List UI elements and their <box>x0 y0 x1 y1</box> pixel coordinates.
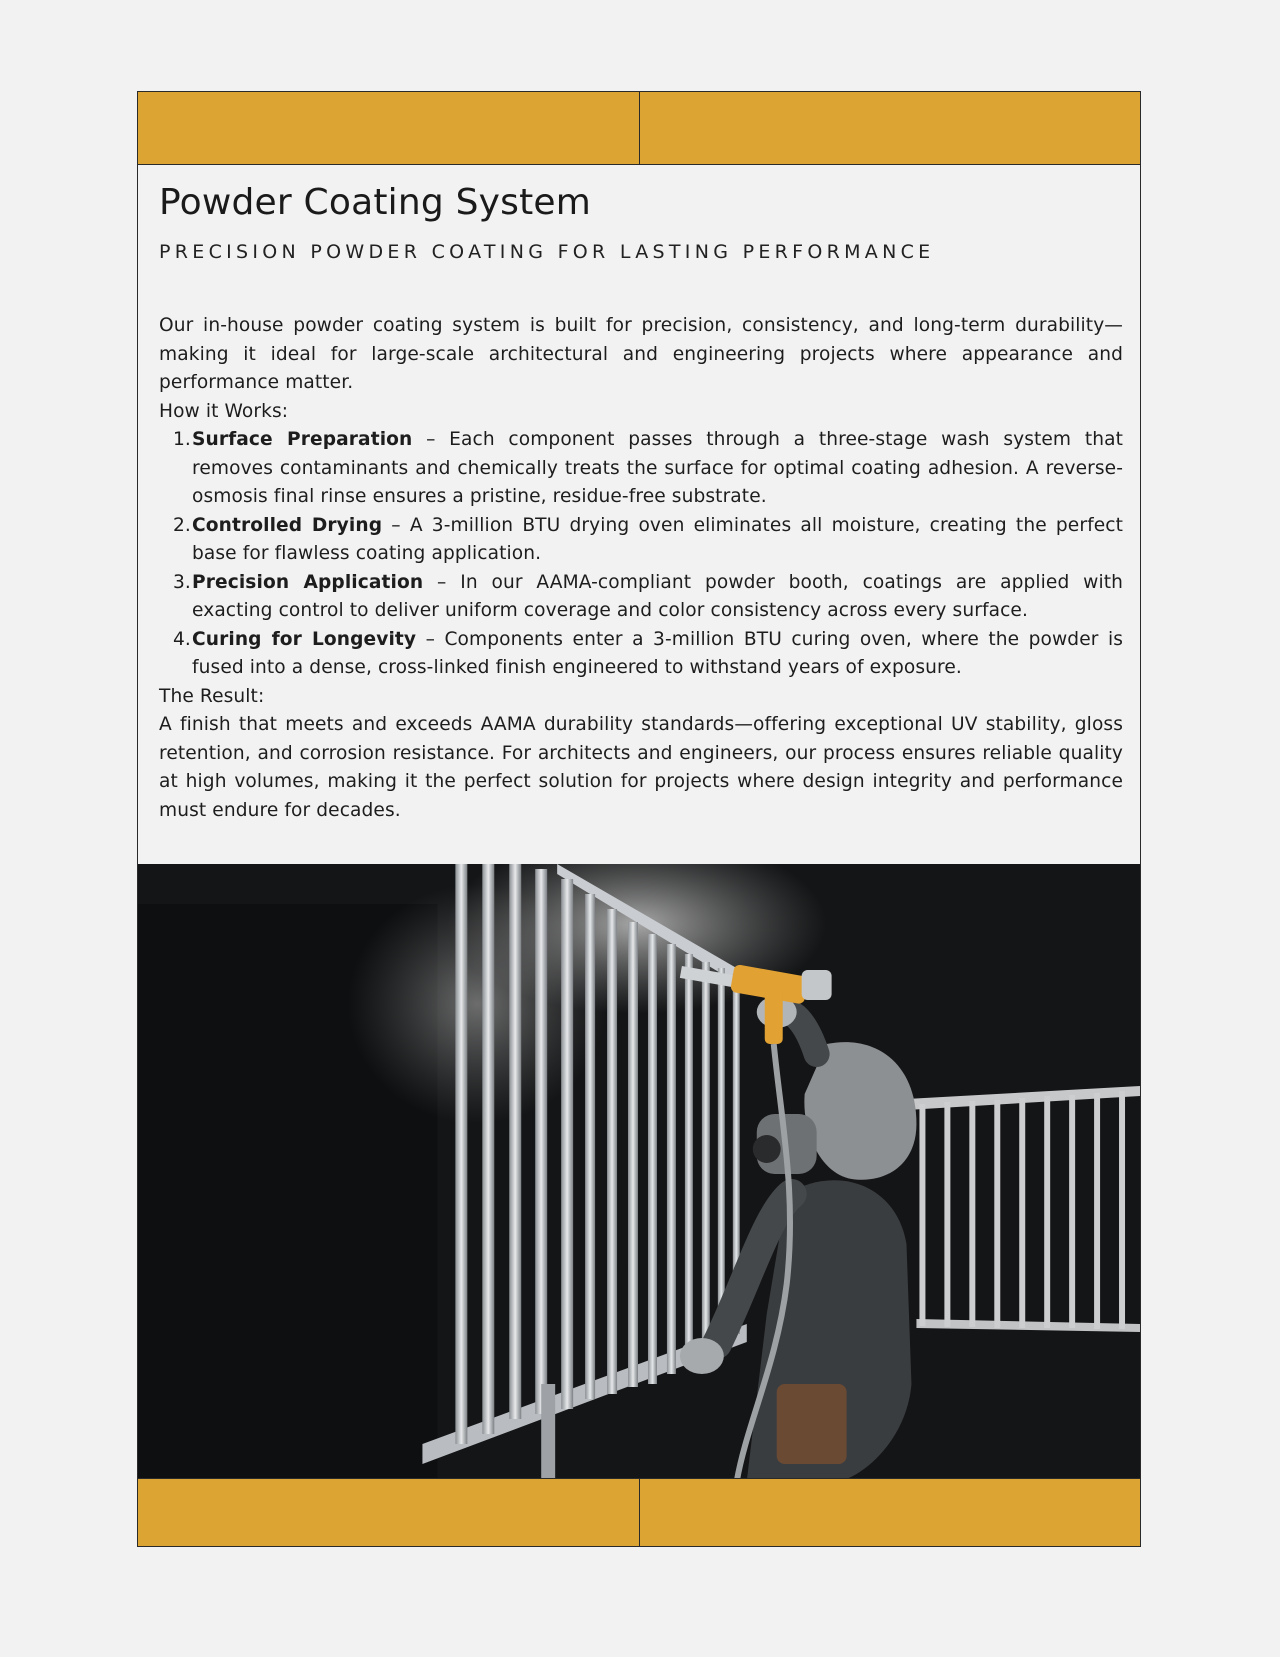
step-number: 2. <box>173 514 191 536</box>
step-text: – A 3-million BTU drying oven eliminates all moisture, creating the perfect base for flawless coating application. <box>192 514 1123 564</box>
footer-band-right <box>639 1479 1141 1546</box>
step-number: 3. <box>173 571 191 593</box>
photo-illustration <box>138 864 1140 1481</box>
intro-paragraph: Our in-house powder coating system is built for precision, consistency, and long-term durability—making it ideal for large-scale architectural and engineering projects where appearance and performance matter. <box>159 315 1123 393</box>
step-number: 4. <box>173 628 191 650</box>
header-band-right <box>639 92 1141 164</box>
page-title: Powder Coating System <box>159 182 592 223</box>
step-text: – Each component passes through a three-stage wash system that removes contaminants and chemically treats the surface for optimal coating adhesion. A reverse-osmosis final rinse ensures a pristine, residue-free substrate. <box>192 429 1123 507</box>
brochure-page <box>137 91 1141 1547</box>
body-text <box>159 312 1123 825</box>
step-title: Controlled Drying <box>192 514 383 536</box>
step-item <box>159 569 1123 626</box>
step-title: Curing for Longevity <box>192 628 417 650</box>
process-steps-list <box>159 426 1123 683</box>
powder-coating-photo <box>138 864 1140 1481</box>
header-band-left <box>138 92 639 164</box>
how-it-works-heading: How it Works: <box>159 400 289 422</box>
header-accent-band <box>138 92 1140 165</box>
step-item <box>159 426 1123 512</box>
step-item <box>159 626 1123 683</box>
step-text: – Components enter a 3-million BTU curing oven, where the powder is fused into a dense, cross-linked finish engineered to withstand years of exposure. <box>192 628 1123 678</box>
step-item <box>159 512 1123 569</box>
step-title: Precision Application <box>192 571 424 593</box>
page-subtitle: PRECISION POWDER COATING FOR LASTING PERFORMANCE <box>159 241 935 263</box>
footer-accent-band <box>138 1478 1140 1546</box>
step-text: – In our AAMA-compliant powder booth, coatings are applied with exacting control to deliver uniform coverage and color consistency across every surface. <box>192 571 1123 621</box>
result-heading: The Result: <box>159 685 265 707</box>
content-area <box>159 182 1123 825</box>
step-number: 1. <box>173 429 191 450</box>
footer-band-left <box>138 1479 639 1546</box>
step-title: Surface Preparation <box>192 429 413 450</box>
result-paragraph: A finish that meets and exceeds AAMA durability standards—offering exceptional UV stability, gloss retention, and corrosion resistance. For architects and engineers, our process ensures reliable quality at high volumes, making it the perfect solution for projects where design integrity and performance must endure for decades. <box>159 714 1123 821</box>
